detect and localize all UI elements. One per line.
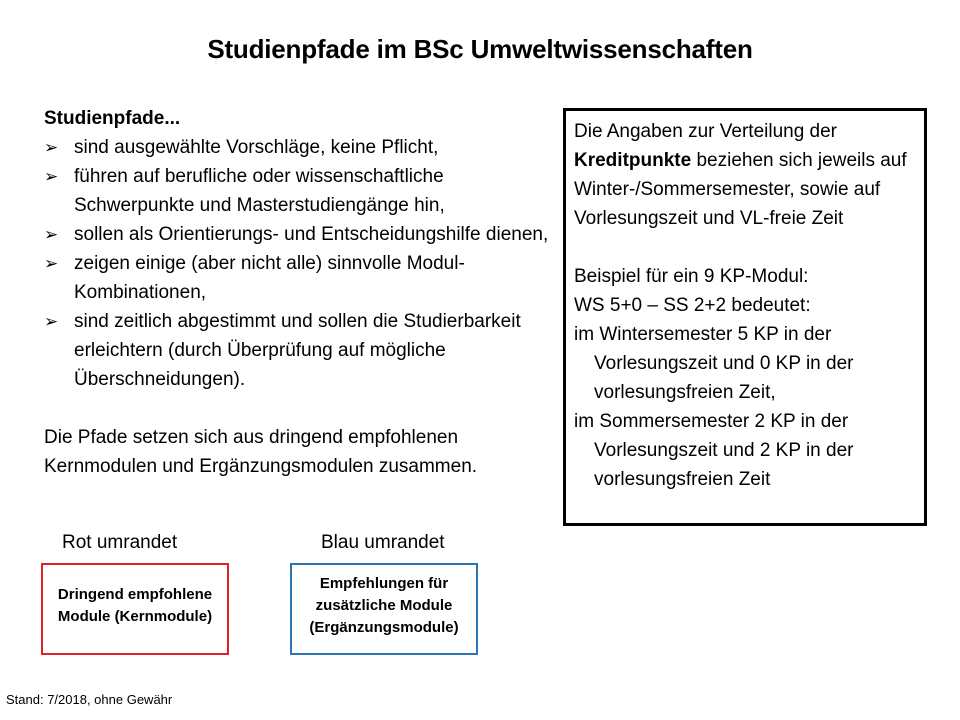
- red-legend-label: Rot umrandet: [62, 532, 178, 553]
- summer-line: im Sommersemester 2 KP in der: [574, 411, 849, 432]
- info-text: beziehen sich jeweils auf Winter-/Sommersemester, sowie auf Vorlesungszeit und VL-freie Zeit: [574, 150, 907, 229]
- list-item: [44, 162, 564, 220]
- credit-points-info-box: [563, 108, 927, 526]
- info-text: Die Angaben zur Verteilung der: [574, 121, 838, 142]
- arrowhead-bullet-icon: ➢: [44, 138, 59, 157]
- list-item-text: zeigen einige (aber nicht alle) sinnvolle Modul-Kombinationen,: [74, 253, 465, 303]
- winter-detail: Vorlesungszeit und 0 KP in der vorlesungsfreien Zeit,: [594, 353, 854, 403]
- core-modules-text: Dringend empfohlene Module (Kernmodule): [57, 586, 213, 625]
- list-item: [44, 307, 564, 394]
- arrowhead-bullet-icon: ➢: [44, 254, 59, 273]
- list-item: [44, 249, 564, 307]
- bullet-list: [44, 133, 564, 394]
- blue-legend-label: Blau umrandet: [321, 532, 445, 553]
- summary-text: Die Pfade setzen sich aus dringend empfohlenen Kernmodulen und Ergänzungsmodulen zusammen.: [44, 427, 478, 477]
- list-item: [44, 220, 564, 249]
- info-bold-term: Kreditpunkte: [574, 150, 692, 171]
- list-item-text: führen auf berufliche oder wissenschaftliche Schwerpunkte und Masterstudiengänge hin,: [74, 166, 445, 216]
- section-heading: Studienpfade...: [44, 108, 181, 129]
- study-paths-section: [44, 104, 564, 481]
- example-code: WS 5+0 – SS 2+2 bedeutet:: [574, 295, 811, 316]
- winter-line: im Wintersemester 5 KP in der: [574, 324, 832, 345]
- list-item-text: sind ausgewählte Vorschläge, keine Pflicht,: [74, 137, 439, 158]
- example-title: Beispiel für ein 9 KP-Modul:: [574, 266, 809, 287]
- core-modules-box: [41, 563, 229, 655]
- info-paragraph: [574, 117, 914, 233]
- supplementary-modules-text: Empfehlungen für zusätzliche Module (Ergänzungsmodule): [309, 575, 459, 636]
- arrowhead-bullet-icon: ➢: [44, 312, 59, 331]
- list-item-text: sollen als Orientierungs- und Entscheidungshilfe dienen,: [74, 224, 549, 245]
- list-item: [44, 133, 564, 162]
- footer-note: Stand: 7/2018, ohne Gewähr: [6, 692, 173, 707]
- spacer: [574, 233, 914, 262]
- summer-detail: Vorlesungszeit und 2 KP in der vorlesungsfreien Zeit: [594, 440, 854, 490]
- list-item-text: sind zeitlich abgestimmt und sollen die Studierbarkeit erleichtern (durch Überprüfung auf mögliche Überschneidungen).: [74, 311, 521, 390]
- arrowhead-bullet-icon: ➢: [44, 225, 59, 244]
- supplementary-modules-box: [290, 563, 478, 655]
- page-title: Studienpfade im BSc Umweltwissenschaften: [207, 34, 753, 64]
- arrowhead-bullet-icon: ➢: [44, 167, 59, 186]
